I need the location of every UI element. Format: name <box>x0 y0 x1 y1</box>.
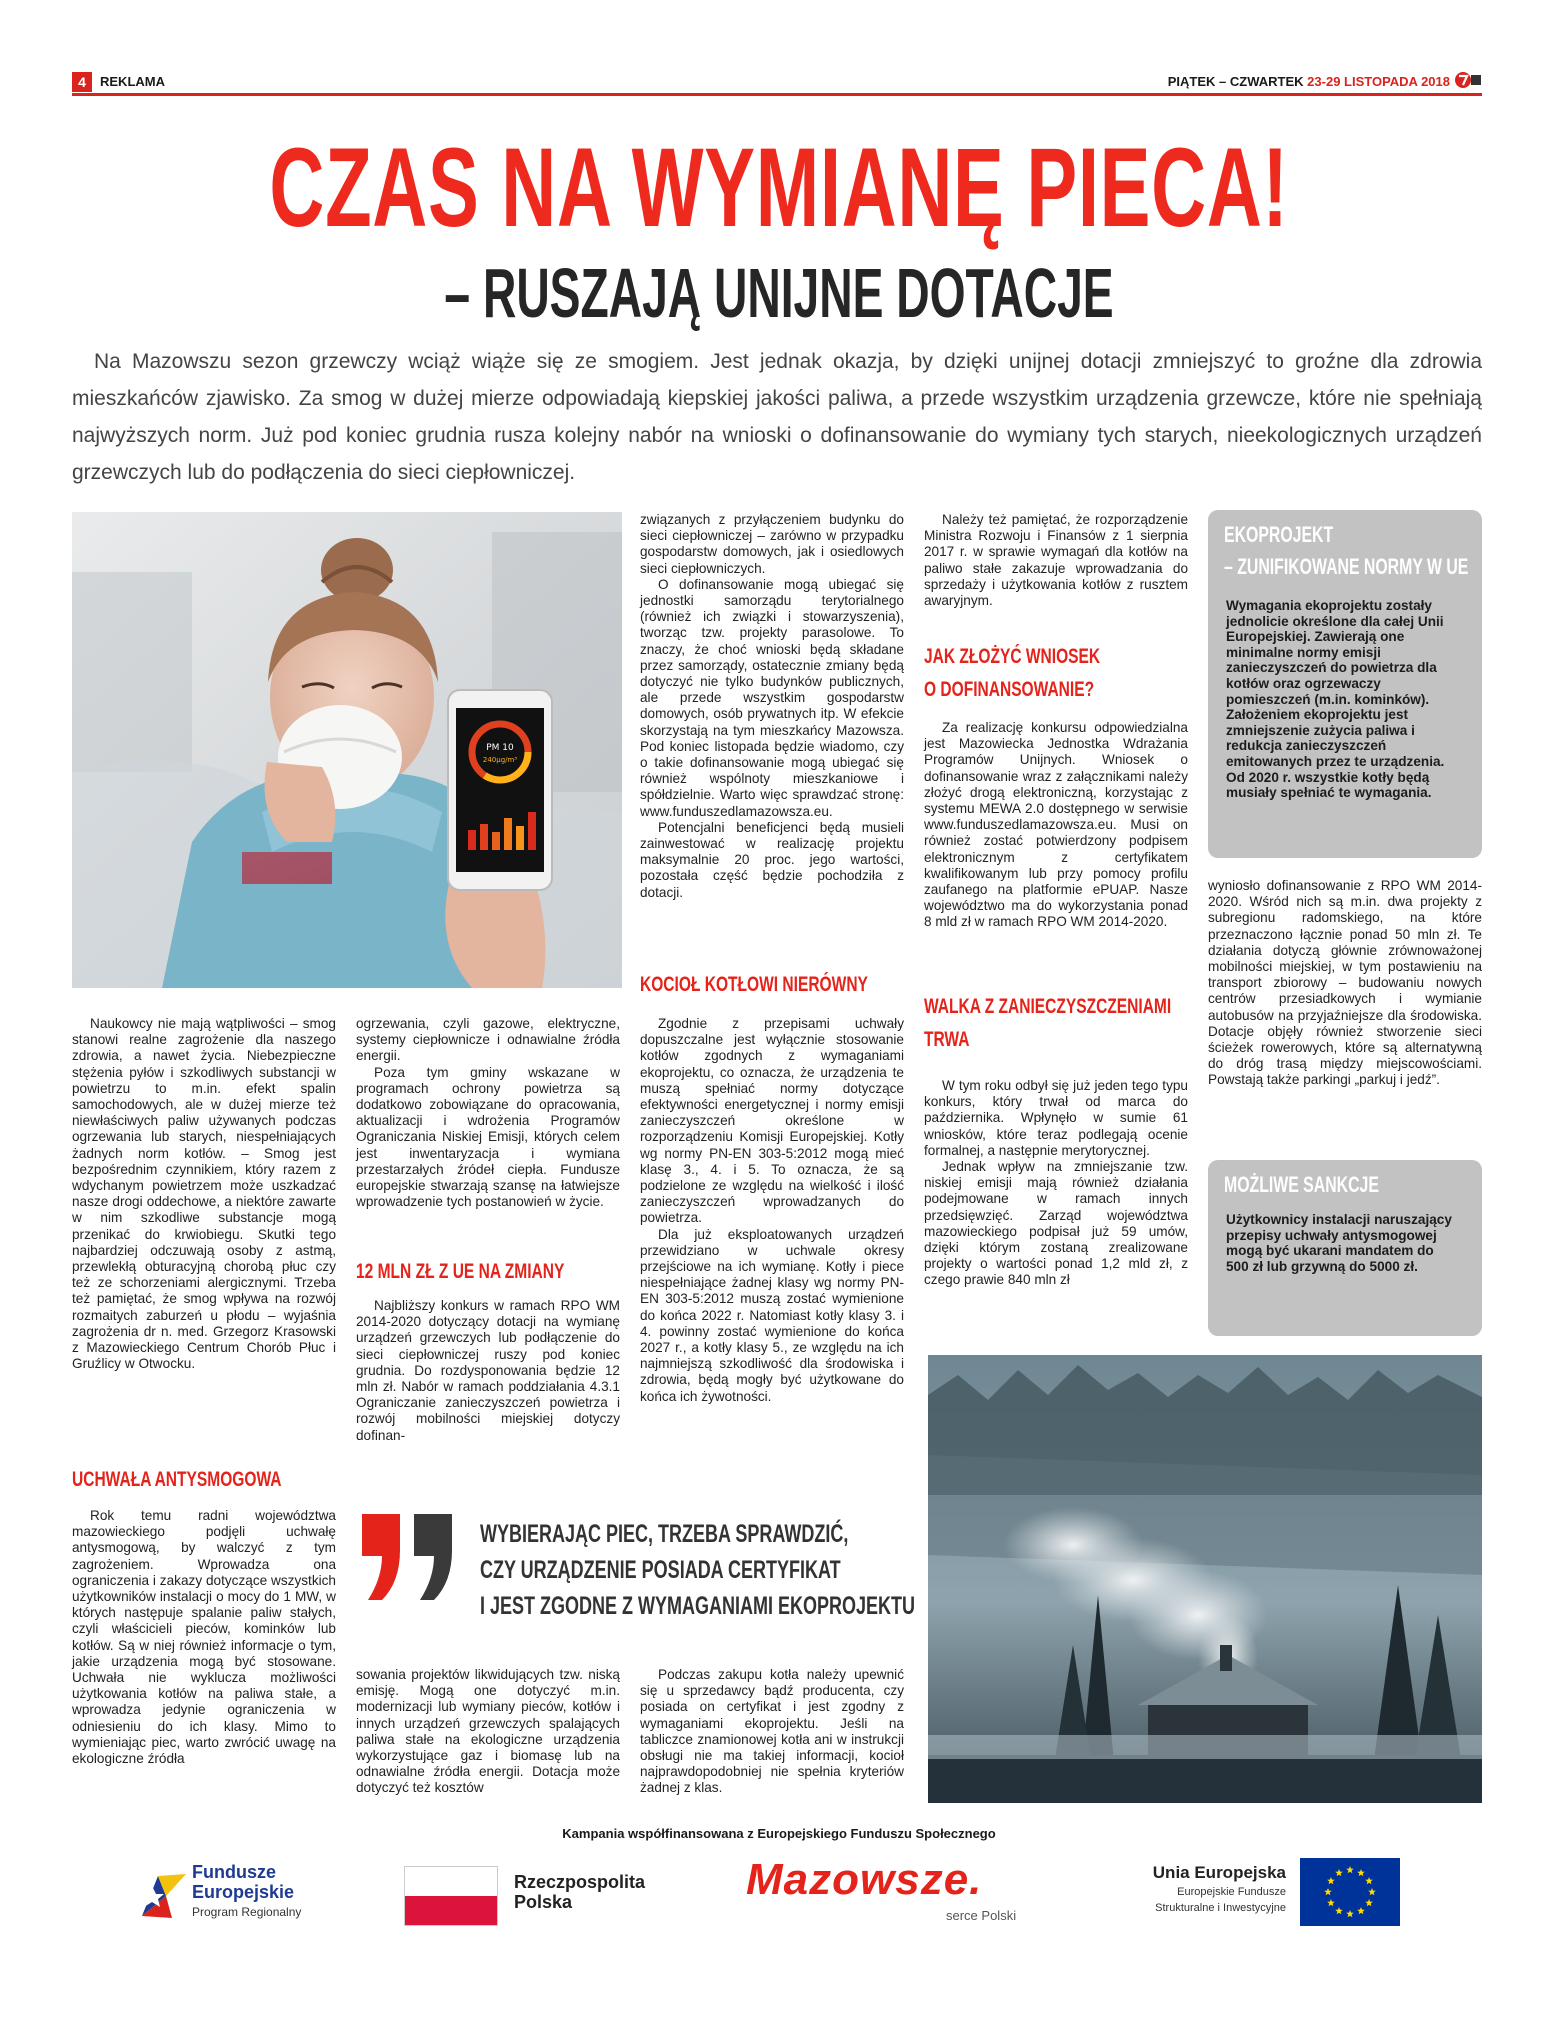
section-heading-wniosek <box>924 640 1100 706</box>
logo-text: Rzeczpospolita <box>514 1872 646 1892</box>
logo-text: Polska <box>514 1892 573 1912</box>
logo-text: serce Polski <box>946 1908 1017 1923</box>
article-column-1 <box>72 1016 336 1372</box>
heading-line: WALKA Z ZANIECZYSZCZENIAMI <box>924 995 1172 1018</box>
paragraph: Zgodnie z przepisami uchwały dopuszczalne jest wyłącznie stosowanie kotłów zgodnych z wymaganiami ekoprojektu, co oznacza, że urządzenia te muszą spełniać normy dotyczące efektywności energetycznej i normy emisji zanieczyszczeń określone w rozporządzeniu Komisji Europejskiej. Kotły wg normy PN-EN 303-5:2012 mogą mieć klasę 3., 4. i 5. To oznacza, że są podzielone ze względu na wielkość i ilość zanieczyszczeń wprowadzanych do powietrza. <box>640 1016 904 1226</box>
box-text: Wymagania ekoprojektu zostały jednolicie określone dla całej Unii Europejskiej. Zawierają one minimalne normy emisji zanieczyszczeń do powietrza dla kotłów oraz ogrzewaczy pomieszczeń (m.in. kominków). Założeniem ekoprojektu jest zmniejszenie zużycia paliwa i redukcja zanieczyszczeń emitowanych przez te urządzenia. Od 2020 r. wszystkie kotły będą musiały spełniać te wymagania. <box>1226 598 1445 801</box>
logo-text: Unia Europejska <box>1152 1863 1286 1882</box>
lead-paragraph: Na Mazowszu sezon grzewczy wciąż wiąże się ze smogiem. Jest jednak okazja, by dzięki unijnej dotacji zmniejszyć to groźne dla zdrowia mieszkańców zjawisko. Za smog w dużej mierze odpowiadają kiepskiej jakości paliwa, a przede wszystkim urządzenia grzewcze, które nie spełniają najwyższych norm. Już pod koniec grudnia rusza kolejny nabór na wnioski o dofinansowanie do wymiany tych starych, nieekologicznych urządzeń grzewczych lub do podłączenia do sieci ciepłowniczej. <box>72 350 1482 484</box>
section-label: REKLAMA <box>100 74 165 89</box>
subheadline: – RUSZAJĄ UNIJNE DOTACJE <box>444 254 1114 332</box>
box-title: – ZUNIFIKOWANE NORMY W UE <box>1224 554 1469 579</box>
paragraph: Za realizację konkursu odpowiedzialna jest Mazowiecka Jednostka Wdrażania Programów Unijnych. Wniosek o dofinansowanie wraz z załącznikami należy złożyć drogą elektroniczną, korzystając z systemu MEWA 2.0 dostępnego w serwisie www.funduszedlamazowsza.eu. Musi on również zostać potwierdzony podpisem elektronicznym z certyfikatem kwalifikowanym lub przy pomocy profilu zaufanego na platformie ePUAP. Nasze województwo ma do wykorzystania ponad 8 mld zł w ramach RPO WM 2014-2020. <box>924 720 1188 930</box>
paragraph: Potencjalni beneficjenci będą musieli zainwestować w realizację projektu maksymalnie 20 proc. jego wartości, pozostała część będzie pochodziła z dotacji. <box>640 819 904 900</box>
paragraph: W tym roku odbył się już jeden tego typu konkurs, który trwał od marca do października. Wpłynęło w sumie 61 wniosków, które teraz podlegają ocenie formalnej, a następnie merytorycznej. <box>924 1078 1188 1158</box>
article-column-3 <box>640 512 904 901</box>
section-heading-uchwala: UCHWAŁA ANTYSMOGOWA <box>72 1468 282 1491</box>
paragraph: związanych z przyłączeniem budynku do sieci ciepłowniczej – zarówno w przypadku gospodarstw domowych, jak i osiedlowych sieci ciepłowniczych. <box>640 512 904 576</box>
page-number: 4 <box>72 72 92 92</box>
article-column-2c <box>356 1667 620 1797</box>
paragraph: Rok temu radni województwa mazowieckiego podjęli uchwałę antysmogową, by walczyć z tym zagrożeniem. Wprowadza ona ograniczenia i zakazy dotyczące wszystkich użytkowników instalacji o mocy do 1 MW, w których następuje spalanie paliw stałych, czyli właścicieli pieców, kominków lub kotłów. Są w niej również informacje o tym, jakie urządzenia mogą być stosowane. Uchwała nie wyklucza możliwości użytkowania kotłów na paliwa stałe, a wprowadza jedynie ograniczenia w odniesieniu do ich klasy. Mimo to wymieniając piec, warto zwrócić uwagę na ekologiczne źródła <box>72 1508 336 1767</box>
logo-text: Mazowsze. <box>746 1855 983 1904</box>
paragraph: O dofinansowanie mogą ubiegać się jednostki samorządu terytorialnego (również ich związki i stowarzyszenia), tworząc tzw. projekty parasolowe. To znaczy, że choć wnioski będą składane przez samorządy, ostatecznie zmiany będą dotyczyć nie tylko budynków publicznych, ale przede wszystkim gospodarstw domowych, osób prywatnych itp. W efekcie skorzystają na tym mieszkańcy Mazowsza. Pod koniec listopada będzie wiadomo, czy o takie dofinansowanie mogą ubiegać się również wspólnoty mieszkaniowe i spółdzielnie. Warto więc sprawdzać stronę: www.funduszedlamazowsza.eu. <box>640 576 904 819</box>
fundusze-europejskie-logo <box>132 1856 302 1929</box>
article-column-2 <box>356 1016 620 1210</box>
quote-line: CZY URZĄDZENIE POSIADA CERTYFIKAT <box>480 1556 841 1584</box>
mazowsze-logo <box>746 1855 1017 1923</box>
unia-europejska-logo <box>1110 1862 1286 1916</box>
rzeczpospolita-logo <box>514 1872 645 1912</box>
paragraph: ogrzewania, czyli gazowe, elektryczne, systemy ciepłownicze i odnawialne źródła energii. <box>356 1016 620 1064</box>
box-title: MOŻLIWE SANKCJE <box>1224 1172 1379 1197</box>
logo-text: Program Regionalny <box>192 1905 302 1919</box>
sidebar-box-sankcje <box>1208 1160 1482 1336</box>
paragraph: Należy też pamiętać, że rozporządzenie Ministra Rozwoju i Finansów z 1 sierpnia 2017 r. w sprawie wymagań dla kotłów na paliwo stałe zakazuje wprowadzania do sprzedaży i użytkowania kotłów z rusztem awaryjnym. <box>924 512 1188 609</box>
fe-star-icon <box>132 1856 190 1924</box>
article-column-5 <box>1208 878 1482 1089</box>
logo-text: Fundusze <box>192 1862 276 1882</box>
campaign-credit: Kampania współfinansowana z Europejskiego Funduszu Społecznego <box>562 1826 996 1841</box>
section-heading-12mln: 12 MLN ZŁ Z UE NA ZMIANY <box>356 1260 565 1283</box>
article-column-4b <box>924 720 1188 931</box>
paragraph: Jednak wpływ na zmniejszanie tzw. niskiej emisji mają również działania podejmowane w ramach innych przedsięwzięć. Zarząd województwa mazowieckiego podpisał już 59 umów, dzięki którym zostaną zrealizowane projekty o wartości ponad 1,2 mld zł, z czego prawie 840 mln zł <box>924 1159 1188 1288</box>
article-column-3b <box>640 1016 904 1405</box>
heading-line: JAK ZŁOŻYĆ WNIOSEK <box>924 645 1101 668</box>
pull-quote <box>480 1516 915 1624</box>
article-column-3c <box>640 1667 904 1797</box>
eu-flag-icon <box>1300 1858 1400 1926</box>
date-range: 23-29 LISTOPADA 2018 <box>1307 74 1450 89</box>
issue-date <box>1168 74 1450 89</box>
heading-line: O DOFINANSOWANIE? <box>924 678 1095 701</box>
article-column-4c <box>924 1078 1188 1289</box>
quote-line: WYBIERAJĄC PIEC, TRZEBA SPRAWDZIĆ, <box>480 1520 849 1548</box>
paragraph: Poza tym gminy wskazane w programach ochrony powietrza są dodatkowo zobowiązane do opracowania, aktualizacji i wdrożenia Programów Ograniczania Niskiej Emisji, których celem jest inwentaryzacja i wymiana przestarzałych źródeł ciepła. Fundusze europejskie stwarzają szansę na łatwiejsze wprowadzenie tych postanowień w życie. <box>356 1064 620 1210</box>
logo-text: Europejskie Fundusze <box>1177 1886 1286 1898</box>
photo-smoking-chimney <box>928 1355 1482 1803</box>
quote-line: I JEST ZGODNE Z WYMAGANIAMI EKOPROJEKTU <box>480 1592 916 1620</box>
polish-flag-icon <box>404 1866 498 1926</box>
section-heading-walka <box>924 990 1171 1056</box>
logo-text: Strukturalne i Inwestycyjne <box>1155 1902 1286 1914</box>
paragraph: Dla już eksploatowanych urządzeń przewidziano w uchwale okresy przejściowe na ich wymianę. Kotły i piece niespełniające żadnej klasy wg normy PN-EN 303-5:2012 muszą zostać wymienione do końca 2022 r. Natomiast kotły klasy 3. i 4. powinny zostać wymienione do końca 2027 r., a kotły klasy 5., ze względu na ich najmniejszą szkodliwość dla środowiska i zdrowia, będą mogły być użytkowane do końca ich żywotności. <box>640 1226 904 1404</box>
header-rule <box>72 93 1482 96</box>
paragraph: sowania projektów likwidujących tzw. niską emisję. Mogą one dotyczyć m.in. modernizacji lub wymiany pieców, kotłów i innych urządzeń grzewczych spalających paliwa stałe na ekologiczne urządzenia wykorzystujące gaz i biomasę lub na odnawialne źródła energii. Dotacja może dotyczyć też kosztów <box>356 1667 620 1796</box>
article-column-2b <box>356 1298 620 1444</box>
section-heading-kociol: KOCIOŁ KOTŁOWI NIERÓWNY <box>640 973 868 996</box>
paragraph: Najbliższy konkurs w ramach RPO WM 2014-2020 dotyczący dotacji na wymianę urządzeń grzewczych lub podłączenie do sieci ciepłowniczej ruszy pod koniec grudnia. Do rozdysponowania będzie 12 mln zł. Nabór w ramach poddziałania 4.3.1 Ograniczanie zanieczyszczeń powietrza i rozwój mobilności miejskiej dotyczy dofinan- <box>356 1298 620 1443</box>
date-prefix: PIĄTEK – CZWARTEK <box>1167 74 1308 89</box>
svg-text:PM 10: PM 10 <box>486 743 514 753</box>
quote-mark-icon <box>360 1512 460 1604</box>
photo-woman-smog-mask <box>72 512 622 988</box>
paragraph: wyniosło dofinansowanie z RPO WM 2014-2020. Wśród nich są m.in. dwa projekty z subregionu radomskiego, na które przeznaczono łącznie ponad 50 mln zł. Te działania dotyczą głównie zrównoważonej mobilności miejskiej, w tym postawieniu na transport zbiorowy – budowaniu nowych centrów przesiadkowych i wymianie autobusów na przyjaźniejsze dla środowiska. Dotacje objęły również stworzenie sieci ścieżek rowerowych, które są alternatywną do dróg trasą między miejscowościami. Powstają także parkingi „parkuj i jedź”. <box>1208 878 1482 1088</box>
paragraph: Naukowcy nie mają wątpliwości – smog stanowi realne zagrożenie dla naszego zdrowia, a nawet życia. Niebezpieczne stężenia pyłów i szkodliwych substancji w powietrzu to m.in. efekt spalin samochodowych, ale w dużej mierze też niewłaściwych paliw używanych podczas ogrzewania lub starych, niespełniających żadnych norm kotłów. – Smog jest bezpośrednim czynnikiem, który razem z wdychanym powietrzem może uszkadzać nasze drogi oddechowe, a niektóre zawarte w nim szkodliwe substancje mogą przenikać do krwiobiegu. Skutki tego najbardziej odczuwają osoby z astmą, przewlekłą obturacyjną chorobą płuc czy też ze schorzeniami alergicznymi. Trzeba też pamiętać, że smog wpływa na rozwój rozmaitych zaburzeń u płodu – wyjaśnia zagrożenia dr n. med. Grzegorz Krasowski z Mazowieckiego Centrum Chorób Płuc i Gruźlicy w Otwocku. <box>72 1016 336 1372</box>
article-column-1b <box>72 1508 336 1767</box>
paragraph: Podczas zakupu kotła należy upewnić się u sprzedawcy bądź producenta, czy posiada on certyfikat i jest zgodny z wymaganiami ekoprojektu. Jeśli na tabliczce znamionowej kotła ani w instrukcji obsługi nie ma takiej informacji, kocioł najprawdopodobniej nie spełnia kryteriów żadnej z klas. <box>640 1667 904 1796</box>
article-column-4 <box>924 512 1188 609</box>
box-title: EKOPROJEKT <box>1224 522 1334 547</box>
heading-line: TRWA <box>924 1028 970 1051</box>
svg-text:240µg/m³: 240µg/m³ <box>482 756 518 764</box>
sidebar-box-ekoprojekt <box>1208 510 1482 858</box>
logo-text: Europejskie <box>192 1882 295 1902</box>
publication-logo-icon <box>1454 70 1482 90</box>
box-text: Użytkownicy instalacji naruszający przepisy uchwały antysmogowej mogą być ukarani mandatem do 500 zł lub grzywną do 5000 zł. <box>1226 1212 1452 1274</box>
headline: CZAS NA WYMIANĘ PIECA! <box>269 125 1289 250</box>
